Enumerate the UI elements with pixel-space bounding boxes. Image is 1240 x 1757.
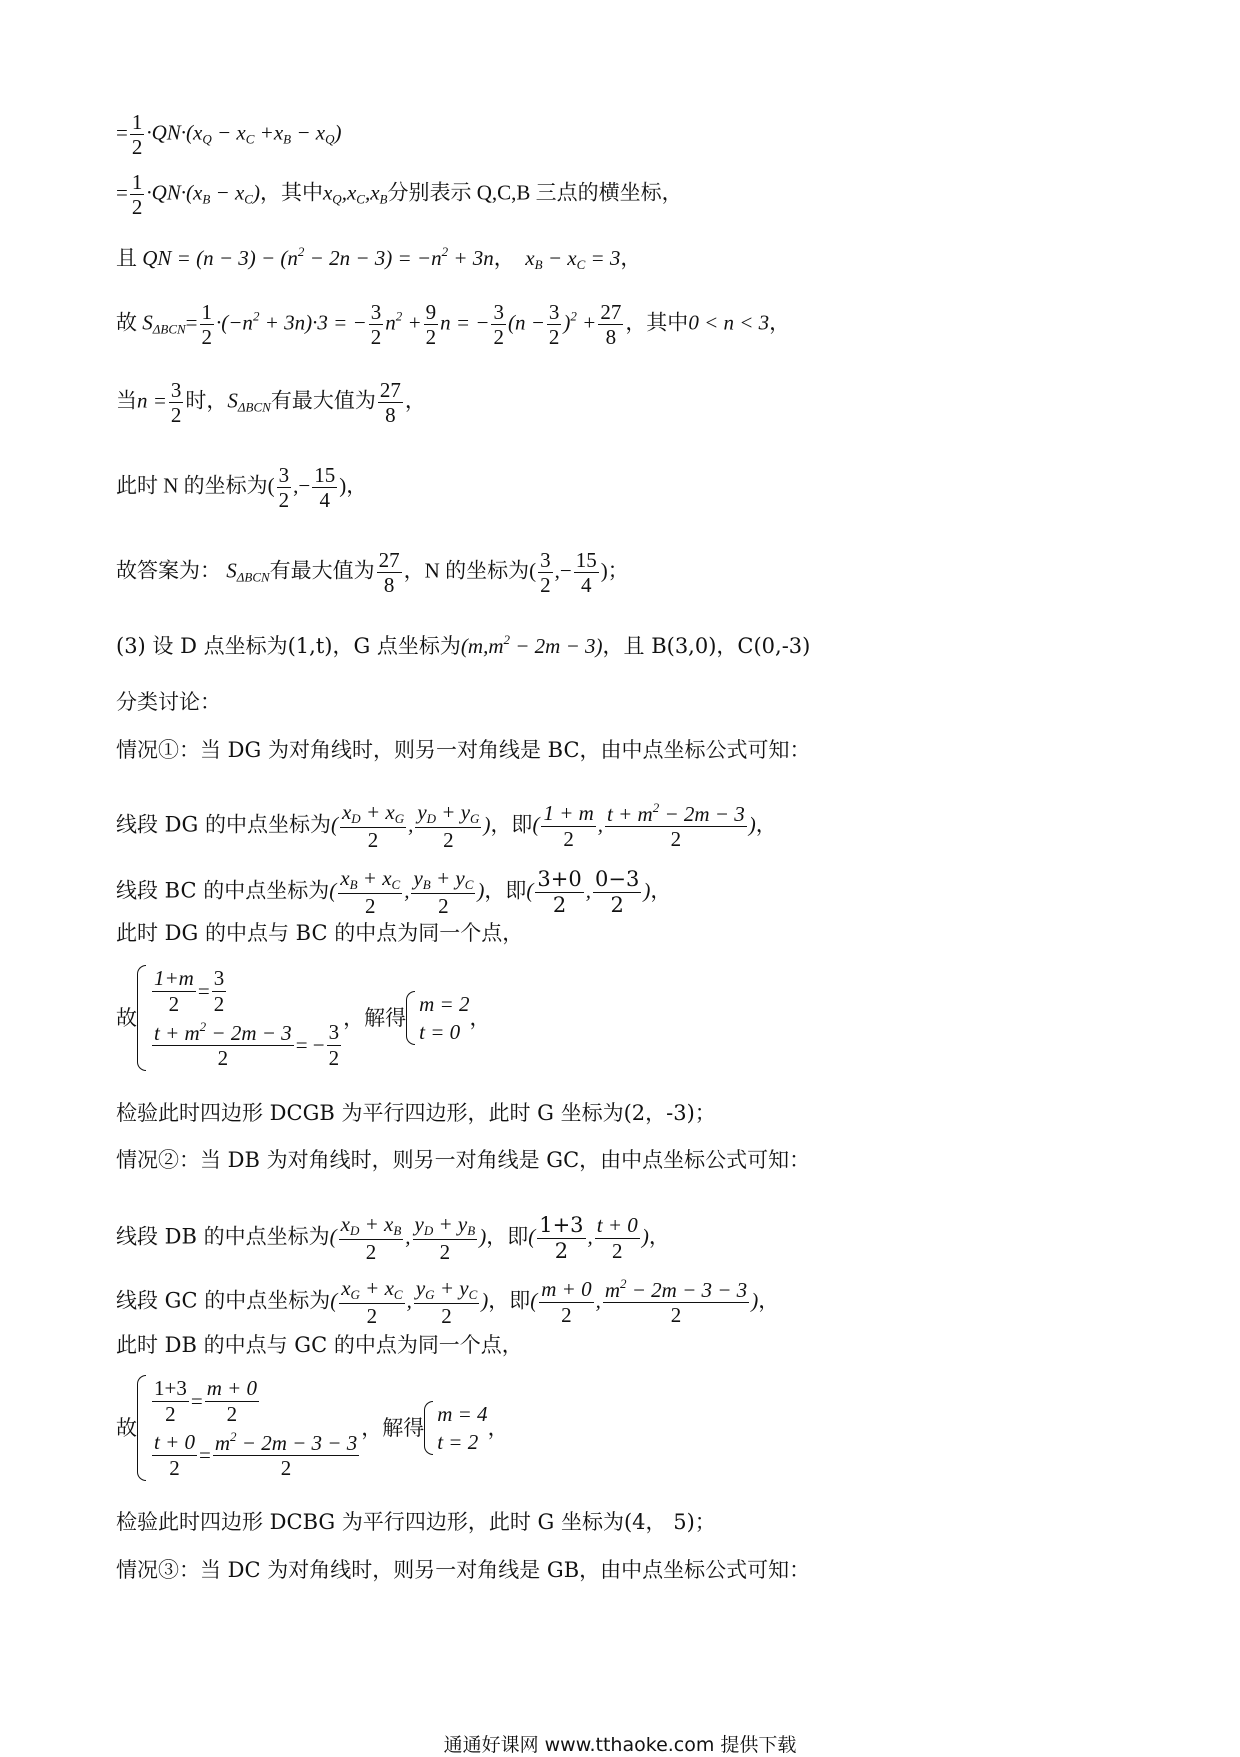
text-line-16: 情况②：当 DB 为对角线时，则另一对角线是 GC，由中点坐标公式可知： <box>116 1148 811 1172</box>
text-answer: 故答案为： <box>116 558 221 583</box>
text-line-18: 线段 GC 的中点坐标为( $\frac{x_G + x_C}{2}$ , $\frac{y_G + y_C}{2}$ )，即( $\frac{m + 0}{2}$ , $\frac{m^2 - 2m - 3 - 3}{2}$ )， <box>116 1275 780 1328</box>
text-n-coord-2: ，N 的坐标为 <box>403 558 530 583</box>
text-line-19: 此时 DB 的中点与 GC 的中点为同一个点， <box>116 1333 523 1357</box>
equation-line-7: 故答案为： $S_{\Delta BCN}$有最大值为 $\frac{27}{8}$ ，N 的坐标为( $\frac{3}{2}$ ,− $\frac{15}{4}$ )； <box>116 548 629 598</box>
footer-text: 通通好课网 www.tthaoke.com 提供下载 <box>443 1734 797 1756</box>
system-1: 故 $\frac{1+m}{2}$ = $\frac{3}{2}$ $\frac{t + m^2 - 2m - 3}{2}$ = − $\frac{3}{2}$ ，解得 m = 2 t = 0 ， <box>116 966 491 1070</box>
text-line-17: 线段 DB 的中点坐标为( $\frac{x_D + x_B}{2}$ , $\frac{y_D + y_B}{2}$ )，即( $\frac{1+3}{2}$ , $\frac{t + 0}{2}$ )， <box>116 1212 670 1264</box>
text-part3: (3) 设 D 点坐标为(1,t)，G 点坐标为 <box>116 634 461 658</box>
text-ji-4: ，即 <box>488 1288 531 1313</box>
text-gu-2: 故 <box>116 1005 137 1030</box>
text-max: 有最大值为 <box>270 388 376 413</box>
text-qie: 且 <box>116 246 137 270</box>
text-gu-3: 故 <box>116 1415 137 1440</box>
text-line-21: 检验此时四边形 DCBG 为平行四边形，此时 G 坐标为(4， 5)； <box>116 1510 716 1534</box>
text-line-11: 线段 DG 的中点坐标为( $\frac{x_D + x_G}{2}$ , $\frac{y_D + y_G}{2}$ )，即( $\frac{1 + m}{2}$ , $\frac{t + m^2 - 2m - 3}{2}$ )， <box>116 799 777 852</box>
text-gc-mid: 线段 GC 的中点坐标为 <box>116 1288 331 1313</box>
system-2: 故 $\frac{1+3}{2}$ = $\frac{m + 0}{2}$ $\frac{t + 0}{2}$ = $\frac{m^2 - 2m - 3 - 3}{2}$ ，解得 m = 4 t = 2 ， <box>116 1376 509 1480</box>
text-ji-3: ，即 <box>486 1224 529 1249</box>
text-part3-tail: ，且 B(3,0)，C(0,-3) <box>602 634 811 658</box>
text-line-9: 分类讨论： <box>116 690 221 714</box>
equation-line-4: 故 $S_{\Delta BCN}=$ $\frac{1}{2}$ $\cdot(-n^2 + 3n)\cdot 3$ = − $\frac{3}{2}$ $n^2$ + $\frac{9}{2}$ n = − $\frac{3}{2}$ (n − $\frac{3}{2}$ )$^2$ + $\frac{27}{8}$ ，其中0 < n < 3， <box>116 300 791 350</box>
text-line-22: 情况③：当 DC 为对角线时，则另一对角线是 GB，由中点坐标公式可知： <box>116 1558 811 1582</box>
equation-line-2: = $\frac{1}{2}$ $\cdot QN\cdot(x_B - x_C)$，其中$x_Q,x_C,x_B$分别表示 Q,C,B 三点的横坐标， <box>116 170 683 220</box>
text-jiede-2: ，解得 <box>361 1415 425 1440</box>
text-meaning: 分别表示 Q,C,B 三点的横坐标， <box>387 180 683 205</box>
text-line-15: 检验此时四边形 DCGB 为平行四边形，此时 G 坐标为(2，-3)； <box>116 1101 716 1125</box>
equation-line-5: 当n = $\frac{3}{2}$ 时，$S_{\Delta BCN}$有最大值为 $\frac{27}{8}$ ， <box>116 378 426 428</box>
equation-line-6: 此时 N 的坐标为( $\frac{3}{2}$ ,− $\frac{15}{4}$ )， <box>116 463 368 513</box>
text-ji-2: ，即 <box>484 878 527 903</box>
text-line-10: 情况①：当 DG 为对角线时，则另一对角线是 BC，由中点坐标公式可知： <box>116 738 811 762</box>
equation-line-3: 且 QN = $(n - 3) - (n^2 - 2n - 3) = -n^2 + 3n$， $x_B - x_C = 3$， <box>116 244 642 272</box>
text-bc-mid: 线段 BC 的中点坐标为 <box>116 878 330 903</box>
text-line-12: 线段 BC 的中点坐标为( $\frac{x_B + x_C}{2}$ , $\frac{y_B + y_C}{2}$ )，即( $\frac{3+0}{2}$ , $\frac{0-3}{2}$ )， <box>116 866 672 918</box>
text-dang: 当 <box>116 388 137 413</box>
text-line-8: (3) 设 D 点坐标为(1,t)，G 点坐标为$(m,m^2 - 2m - 3)$，且 B(3,0)，C(0,-3) <box>116 632 811 658</box>
text-dg-mid: 线段 DG 的中点坐标为 <box>116 812 331 837</box>
text-qizhong-2: ，其中 <box>625 310 689 335</box>
text-gu: 故 <box>116 310 137 335</box>
text-line-13: 此时 DG 的中点与 BC 的中点为同一个点， <box>116 921 524 945</box>
text-ji: ，即 <box>490 812 533 837</box>
text-db-mid: 线段 DB 的中点坐标为 <box>116 1224 330 1249</box>
text-shi: 时， <box>185 388 228 413</box>
text-jiede: ，解得 <box>343 1005 407 1030</box>
text-max-2: 有最大值为 <box>269 558 375 583</box>
text-n-coord: 此时 N 的坐标为 <box>116 473 268 498</box>
text-qizhong: ，其中 <box>259 180 323 205</box>
equation-line-1: = $\frac{1}{2}$ $\cdot QN\cdot(x_Q - x_C +x_B - x_Q)$ <box>116 110 342 160</box>
